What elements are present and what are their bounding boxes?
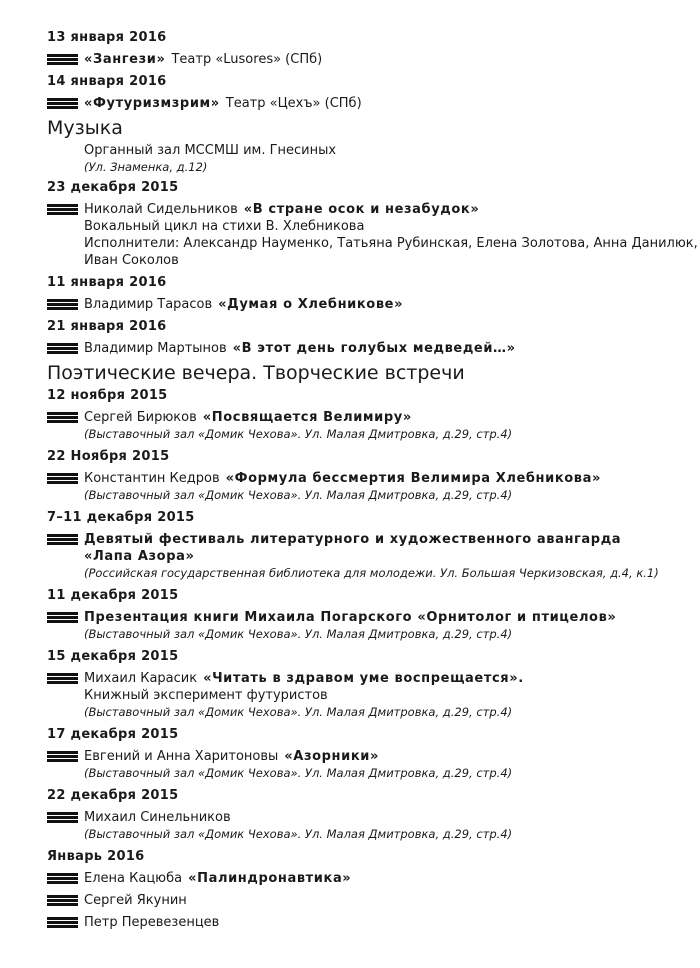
event-title: Презентация книги Михаила Погарского «Орнитолог и птицелов» — [84, 610, 617, 625]
event-detail: Вокальный цикл на стихи В. Хлебникова — [84, 219, 365, 234]
event-headline — [84, 870, 687, 887]
event-headline — [84, 340, 687, 357]
event-detail: Исполнители: Александр Науменко, Татьяна Рубинская, Елена Золотова, Анна Данилюк, — [84, 236, 698, 251]
event-date: 11 января 2016 — [47, 275, 167, 290]
menu-bars-icon — [47, 812, 78, 823]
event-item — [47, 470, 687, 504]
event-title: «Футуризмзрим» — [84, 96, 220, 111]
event-title: Девятый фестиваль литературного и художественного авангарда — [84, 532, 622, 547]
event-item — [47, 748, 687, 782]
event-person: Николай Сидельников — [84, 202, 238, 217]
menu-bars-icon — [47, 204, 78, 215]
event-item — [47, 409, 687, 443]
event-item — [47, 95, 687, 112]
event-venue: (Выставочный зал «Домик Чехова». Ул. Малая Дмитровка, д.29, стр.4) — [84, 705, 513, 719]
event-headline — [84, 95, 687, 112]
event-headline — [84, 892, 687, 909]
event-date: 11 декабря 2015 — [47, 588, 179, 603]
event-headline — [84, 296, 687, 313]
event-date: 13 января 2016 — [47, 30, 167, 45]
menu-bars-icon — [47, 895, 78, 906]
event-person: Константин Кедров — [84, 471, 220, 486]
event-item — [47, 914, 687, 931]
event-headline — [84, 201, 687, 218]
venue-address: (Ул. Знаменка, д.12) — [84, 160, 208, 174]
event-item — [47, 670, 687, 721]
event-title: «Посвящается Велимиру» — [202, 410, 412, 425]
event-title: «В стране осок и незабудок» — [243, 202, 480, 217]
program-listing — [47, 29, 698, 936]
event-date: 7–11 декабря 2015 — [47, 510, 195, 525]
section-heading: Поэтические вечера. Творческие встречи — [47, 362, 465, 384]
event-item — [47, 296, 687, 313]
section-heading: Музыка — [47, 117, 123, 139]
event-person: Михаил Синельников — [84, 810, 231, 825]
event-headline-cont — [84, 548, 687, 565]
menu-bars-icon — [47, 534, 78, 545]
event-item — [47, 51, 687, 68]
menu-bars-icon — [47, 343, 78, 354]
menu-bars-icon — [47, 751, 78, 762]
event-date: 12 ноября 2015 — [47, 388, 168, 403]
menu-bars-icon — [47, 473, 78, 484]
event-title: «Формула бессмертия Велимира Хлебникова» — [225, 471, 602, 486]
event-title: «Палиндронавтика» — [188, 871, 352, 886]
event-venue: (Выставочный зал «Домик Чехова». Ул. Малая Дмитровка, д.29, стр.4) — [84, 488, 513, 502]
event-item — [47, 870, 687, 887]
event-item — [47, 531, 687, 582]
event-date: 21 января 2016 — [47, 319, 167, 334]
event-company: Театр «Цехъ» (СПб) — [225, 96, 362, 111]
event-person: Михаил Карасик — [84, 671, 198, 686]
event-person: Елена Кацюба — [84, 871, 183, 886]
event-person: Сергей Бирюков — [84, 410, 197, 425]
event-company: Театр «Lusores» (СПб) — [171, 52, 323, 67]
venue-name: Органный зал МССМШ им. Гнесиных — [84, 143, 337, 158]
event-date: 14 января 2016 — [47, 74, 167, 89]
event-item — [47, 201, 698, 269]
event-headline — [84, 914, 687, 931]
event-venue: (Выставочный зал «Домик Чехова». Ул. Малая Дмитровка, д.29, стр.4) — [84, 627, 513, 641]
event-person: Владимир Мартынов — [84, 341, 227, 356]
event-headline — [84, 809, 687, 826]
event-headline — [84, 531, 687, 548]
venue-note — [47, 142, 687, 176]
event-item — [47, 892, 687, 909]
event-title: «Азорники» — [284, 749, 379, 764]
event-title: «Думая о Хлебникове» — [218, 297, 404, 312]
event-item — [47, 340, 687, 357]
event-date: 22 декабря 2015 — [47, 788, 179, 803]
event-title: «Зангези» — [84, 52, 166, 67]
event-venue: (Российская государственная библиотека для молодежи. Ул. Большая Черкизовская, д.4, к.1) — [84, 566, 659, 580]
event-headline — [84, 470, 687, 487]
event-date: Январь 2016 — [47, 849, 145, 864]
event-date: 15 декабря 2015 — [47, 649, 179, 664]
event-headline — [84, 609, 687, 626]
event-headline — [84, 51, 687, 68]
event-detail: Иван Соколов — [84, 253, 179, 268]
menu-bars-icon — [47, 612, 78, 623]
event-detail: Книжный эксперимент футуристов — [84, 688, 328, 703]
event-date: 17 декабря 2015 — [47, 727, 179, 742]
event-headline — [84, 670, 687, 687]
menu-bars-icon — [47, 917, 78, 928]
menu-bars-icon — [47, 54, 78, 65]
event-venue: (Выставочный зал «Домик Чехова». Ул. Малая Дмитровка, д.29, стр.4) — [84, 427, 513, 441]
menu-bars-icon — [47, 299, 78, 310]
event-title: «Читать в здравом уме воспрещается». — [203, 671, 524, 686]
event-item — [47, 609, 687, 643]
event-headline — [84, 748, 687, 765]
event-date: 23 декабря 2015 — [47, 180, 179, 195]
event-person: Евгений и Анна Харитоновы — [84, 749, 279, 764]
event-item — [47, 809, 687, 843]
event-date: 22 Ноября 2015 — [47, 449, 170, 464]
event-person: Петр Перевезенцев — [84, 915, 220, 930]
event-person: Сергей Якунин — [84, 893, 187, 908]
event-headline — [84, 409, 687, 426]
event-title-cont: «Лапа Азора» — [84, 549, 195, 564]
menu-bars-icon — [47, 873, 78, 884]
menu-bars-icon — [47, 673, 78, 684]
event-venue: (Выставочный зал «Домик Чехова». Ул. Малая Дмитровка, д.29, стр.4) — [84, 827, 513, 841]
event-person: Владимир Тарасов — [84, 297, 213, 312]
event-title: «В этот день голубых медведей…» — [232, 341, 516, 356]
menu-bars-icon — [47, 412, 78, 423]
menu-bars-icon — [47, 98, 78, 109]
event-venue: (Выставочный зал «Домик Чехова». Ул. Малая Дмитровка, д.29, стр.4) — [84, 766, 513, 780]
